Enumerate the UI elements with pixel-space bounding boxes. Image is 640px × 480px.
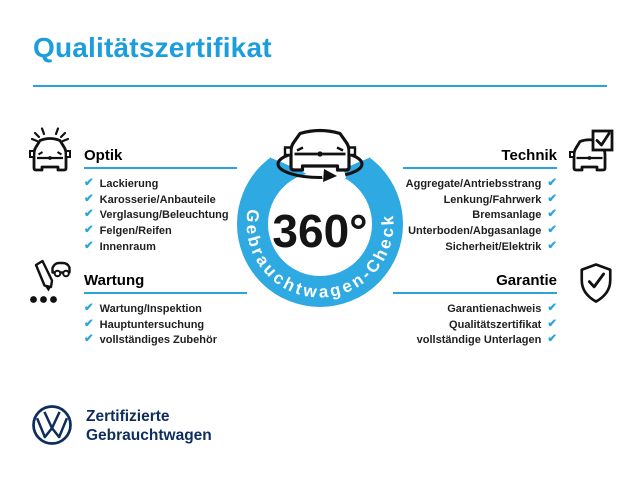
- check-icon: ✔: [547, 192, 557, 205]
- list-item: [406, 239, 557, 255]
- optik-list: [84, 176, 229, 254]
- section-title-optik: Optik: [84, 147, 123, 164]
- item-label: Sicherheit/Elektrik: [445, 240, 542, 253]
- check-icon: ✔: [84, 177, 94, 190]
- technik-list: [406, 176, 557, 254]
- check-icon: ✔: [84, 333, 94, 346]
- vw-logo: [31, 404, 73, 446]
- section-title-garantie: Garantie: [496, 272, 557, 289]
- list-item: [406, 207, 557, 223]
- garantie-list: [417, 301, 557, 348]
- ring-label-text: Gebrauchtwagen-Check: [242, 208, 398, 302]
- check-icon: ✔: [547, 239, 557, 252]
- list-item: [406, 223, 557, 239]
- item-label: vollständiges Zubehör: [99, 334, 217, 347]
- check-icon: ✔: [547, 177, 557, 190]
- footer-line2: Gebrauchtwagen: [86, 427, 212, 444]
- list-item: [84, 332, 217, 348]
- check-icon: ✔: [547, 302, 557, 315]
- check-icon: ✔: [84, 239, 94, 252]
- check-icon: ✔: [547, 333, 557, 346]
- list-item: [84, 317, 217, 333]
- section-title-wartung: Wartung: [84, 272, 145, 289]
- section-title-technik: Technik: [501, 147, 557, 164]
- list-item: [417, 317, 557, 333]
- check-icon: ✔: [547, 208, 557, 221]
- item-label: Karosserie/Anbauteile: [99, 193, 216, 206]
- technik-divider: [403, 167, 557, 169]
- item-label: Unterboden/Abgasanlage: [408, 224, 542, 237]
- list-item: [84, 301, 217, 317]
- shield-check-icon: [577, 261, 615, 307]
- item-label: Aggregate/Antriebsstrang: [405, 177, 542, 190]
- footer-brand-text: [86, 407, 212, 445]
- item-label: Innenraum: [99, 240, 156, 253]
- list-item: [84, 223, 229, 239]
- check-icon: ✔: [84, 192, 94, 205]
- wartung-divider: [84, 292, 247, 294]
- degree-label: 360°: [272, 205, 368, 257]
- list-item: [406, 192, 557, 208]
- optik-divider: [84, 167, 237, 169]
- item-label: Lenkung/Fahrwerk: [443, 193, 542, 206]
- item-label: Verglasung/Beleuchtung: [99, 209, 229, 222]
- car-shine-icon: [27, 127, 73, 173]
- footer-line1: Zertifizierte: [86, 408, 170, 425]
- item-label: Hauptuntersuchung: [99, 318, 205, 331]
- item-label: vollständige Unterlagen: [416, 334, 542, 347]
- wartung-list: [84, 301, 217, 348]
- check-icon: ✔: [84, 302, 94, 315]
- list-item: [84, 239, 229, 255]
- list-item: [417, 332, 557, 348]
- item-label: Lackierung: [99, 177, 159, 190]
- item-label: Qualitätszertifikat: [449, 318, 542, 331]
- service-checklist-icon: [25, 257, 71, 307]
- garantie-divider: [393, 292, 557, 294]
- list-item: [84, 192, 229, 208]
- list-item: [406, 176, 557, 192]
- list-item: [84, 207, 229, 223]
- item-label: Bremsanlage: [472, 209, 542, 222]
- car-checkbox-icon: [568, 128, 614, 174]
- page-title: Qualitätszertifikat: [33, 32, 272, 63]
- title-divider: [33, 85, 607, 87]
- 360-check-badge: [225, 118, 415, 318]
- item-label: Felgen/Reifen: [99, 224, 172, 237]
- check-icon: ✔: [84, 208, 94, 221]
- list-item: [417, 301, 557, 317]
- list-item: [84, 176, 229, 192]
- item-label: Garantienachweis: [447, 302, 542, 315]
- check-icon: ✔: [84, 224, 94, 237]
- check-icon: ✔: [547, 224, 557, 237]
- item-label: Wartung/Inspektion: [99, 302, 202, 315]
- check-icon: ✔: [547, 317, 557, 330]
- check-icon: ✔: [84, 317, 94, 330]
